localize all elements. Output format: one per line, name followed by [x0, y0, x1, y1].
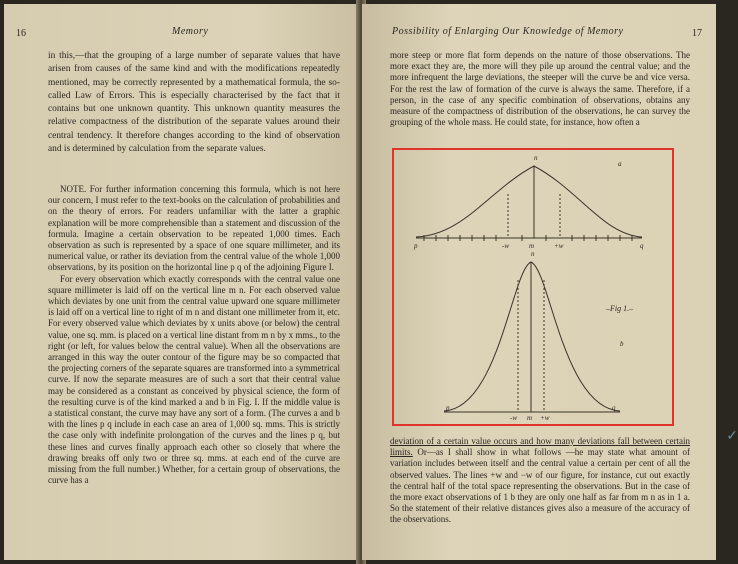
page-number-left: 16 [16, 28, 26, 39]
curve-a [416, 166, 642, 237]
label-plus-w-b: +w [540, 414, 550, 422]
label-n-a: n [534, 154, 538, 162]
body-text: in this,—that the grouping of a large number of separate values that have arisen from causes of the same kind and with the modifications repeatedly mentioned, may be correctly represented by a mathematical formula, the so-called Law of Errors. This is especially characterised by the fact that it contains but one unknown quantity. This unknown quantity measures the relative compactness of the distribution of the separate values around their central tendency. It therefore changes according to the kind of observation and is determined by calculation from the separate values. [48, 51, 340, 155]
label-a: a [618, 160, 622, 168]
left-page [4, 4, 360, 560]
right-paragraph-top [390, 50, 690, 128]
body-text: more steep or more flat form depends on the nature of those observations. The more exact they are, the more will they pile up around the central value; and the more infrequent the large deviations, the steeper will the curve be and vice versa. For the rest the law of formation of the curve is always the same. Therefore, if a person, in the case of any specific combination of observations, obtains any measure of the compactness of distribution of the observations, he can survey the grouping of the whole mass. He could state, for instance, how often a [390, 50, 690, 128]
running-head-right: Possibility of Enlarging Our Knowledge of Memory [392, 26, 624, 37]
right-paragraph-bottom [390, 436, 690, 526]
label-b: b [620, 340, 624, 348]
figure-1-highlight [392, 148, 674, 426]
label-p-b: p [446, 404, 450, 412]
underlined-text: deviation of a certain value occurs and how many deviations fall between certain limits. [390, 436, 690, 458]
note-paragraph-1: NOTE. For further information concerning this formula, which is not here our concern, I must refer to the text-books on the calculation of probabilities and on the theory of errors. For readers unfamiliar with the latter a graphic explanation will be more comprehensible than a statement and discussion of the formula. Imagine a certain observation to be repeated 1,000 times. Each observation as such is represented by a space of one square millimeter, and its numerical value, or rather its deviation from the central value of the whole 1,000 observations, by its position on the horizontal line p q of the adjoining Figure I. [48, 184, 340, 273]
label-m-a: m [529, 242, 535, 250]
running-head-left: Memory [172, 26, 209, 37]
pencil-check-mark-icon: ✓ [726, 429, 738, 444]
body-text-rest-2: The lines +w and −w of our figure, for instance, cut out exactly the central half of the total space representing the observations. But in the case of the more exact observations of 1 b they are only one half as far from m n as in 1 a. So the statement of their relative distances gives also a measure of the accuracy of the observations. [390, 469, 690, 525]
note-paragraph-2: For every observation which exactly corresponds with the central value one square millimeter is laid off on the vertical line m n. For each observed value which deviates by one unit from the central value upward one square millimeter is laid off on a vertical line to right of m n and distant one millimeter from it, etc. For every observed value which deviates by x units above (or below) the central value, one sq. mm. is placed on a vertical line distant from m n by x mms., to the right (or left, for values below the central value). When all the observations are arranged in this way the outer contour of the figure may be so compacted that the projecting corners of the separate squares are transformed into a symmetrical curve. If now the separate measures are of such a sort that their central value may be considered as a constant as conceived by physical science, the form of the resulting curve is of the kind marked a and b in Fig. I. If the middle value is a statistical constant, the curve may have any sort of a form. (The curves a and b with the lines p q include in each case an area of 1,000 sq. mms. This is strictly the case only with indefinite prolongation of the curves and the lines p q, but these lines and curves finally approach each other so closely that where the drawing breaks off only two or three sq. mms. at each end of the curve are missing from the full number.) Whether, for a certain group of observations, the curve has a [48, 273, 340, 486]
right-page [362, 4, 738, 560]
curve-b [444, 262, 620, 411]
label-m-b: m [527, 414, 533, 422]
left-paragraph-1 [48, 50, 340, 156]
label-q-a: q [640, 242, 644, 250]
label-p-a: p [414, 242, 418, 250]
label-minus-w-a: -w [502, 242, 509, 250]
bell-curve-figure [394, 150, 672, 424]
label-q-b: q [612, 404, 616, 412]
label-minus-w-b: -w [510, 414, 517, 422]
label-plus-w-a: +w [554, 242, 564, 250]
left-note [48, 184, 340, 486]
label-n-b: n [531, 250, 535, 258]
figure-caption: –Fig 1.– [606, 304, 634, 313]
body-text-rest: Or—as I shall show in what follows —he may state what amount of variation includes between itself and the central value a certain per cent of all the observed values. [390, 447, 690, 480]
page-number-right: 17 [692, 28, 702, 39]
body-text [390, 436, 690, 526]
